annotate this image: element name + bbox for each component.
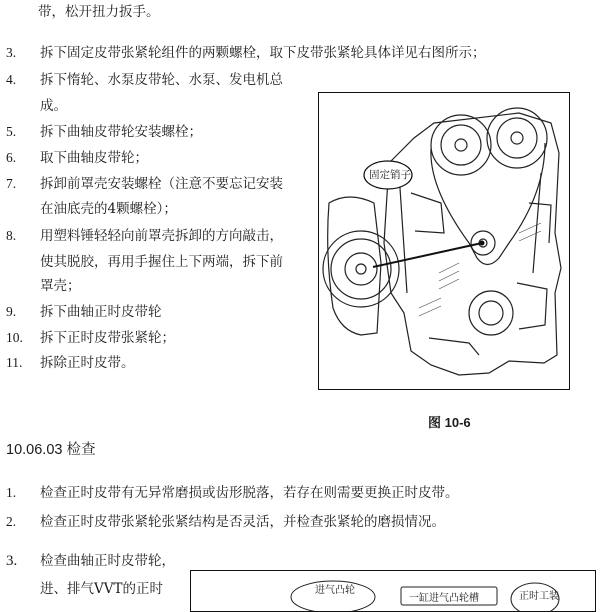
figure-timing-tool [190, 570, 596, 612]
step-text: 拆除正时皮带。 [40, 355, 135, 371]
step-number: 3. [6, 45, 17, 60]
figure-engine-illustration [318, 92, 570, 390]
step-text: 罩壳； [40, 278, 81, 294]
step-number: 8. [6, 228, 17, 243]
step-number: 11. [6, 355, 23, 370]
step-number: 7. [6, 176, 17, 191]
section-heading: 10.06.03 检查 [6, 442, 96, 458]
figure-label: 正时工装 [519, 591, 559, 602]
step-text: 使其脱胶，再用手握住上下两端，拆下前 [40, 254, 283, 270]
figure-caption: 图 10-6 [428, 415, 471, 430]
callout-label: 固定销子 [369, 169, 411, 181]
check-text: 检查正时皮带有无异常磨损或齿形脱落，若存在则需要更换正时皮带。 [40, 485, 459, 501]
step-text: 拆下曲轴正时皮带轮 [40, 304, 162, 320]
step-text: 成。 [40, 98, 67, 114]
step-number: 4. [6, 72, 17, 87]
step-continuation: 带，松开扭力扳手。 [38, 4, 160, 20]
check-number: 3. [6, 553, 18, 569]
figure-label: 进气凸轮 [315, 585, 355, 596]
step-text: 在油底壳的4颗螺栓）； [40, 201, 177, 217]
step-number: 9. [6, 304, 17, 319]
step-number: 10. [6, 330, 23, 345]
step-text: 拆卸前罩壳安装螺栓（注意不要忘记安装 [40, 176, 283, 192]
check-number: 1. [6, 485, 17, 500]
check-text: 检查正时皮带张紧轮张紧结构是否灵活，并检查张紧轮的磨损情况。 [40, 514, 445, 530]
step-text: 拆下固定皮带张紧轮组件的两颗螺栓，取下皮带张紧轮具体详见右图所示； [40, 45, 486, 61]
step-text: 拆下正时皮带张紧轮； [40, 330, 175, 346]
check-text: 检查曲轴正时皮带轮， [40, 553, 175, 569]
step-text: 拆下曲轴皮带轮安装螺栓； [40, 124, 202, 140]
engine-drawing [319, 93, 569, 389]
check-text: 进、排气VVT的正时 [40, 581, 164, 597]
step-text: 取下曲轴皮带轮； [40, 150, 148, 166]
figure-label: 一缸进气凸轮槽 [409, 593, 479, 604]
step-number: 5. [6, 124, 17, 139]
step-text: 拆下惰轮、水泵皮带轮、水泵、发电机总 [40, 72, 283, 88]
step-number: 6. [6, 150, 17, 165]
step-text: 用塑料锤轻轻向前罩壳拆卸的方向敲击， [40, 228, 283, 244]
check-number: 2. [6, 514, 17, 529]
